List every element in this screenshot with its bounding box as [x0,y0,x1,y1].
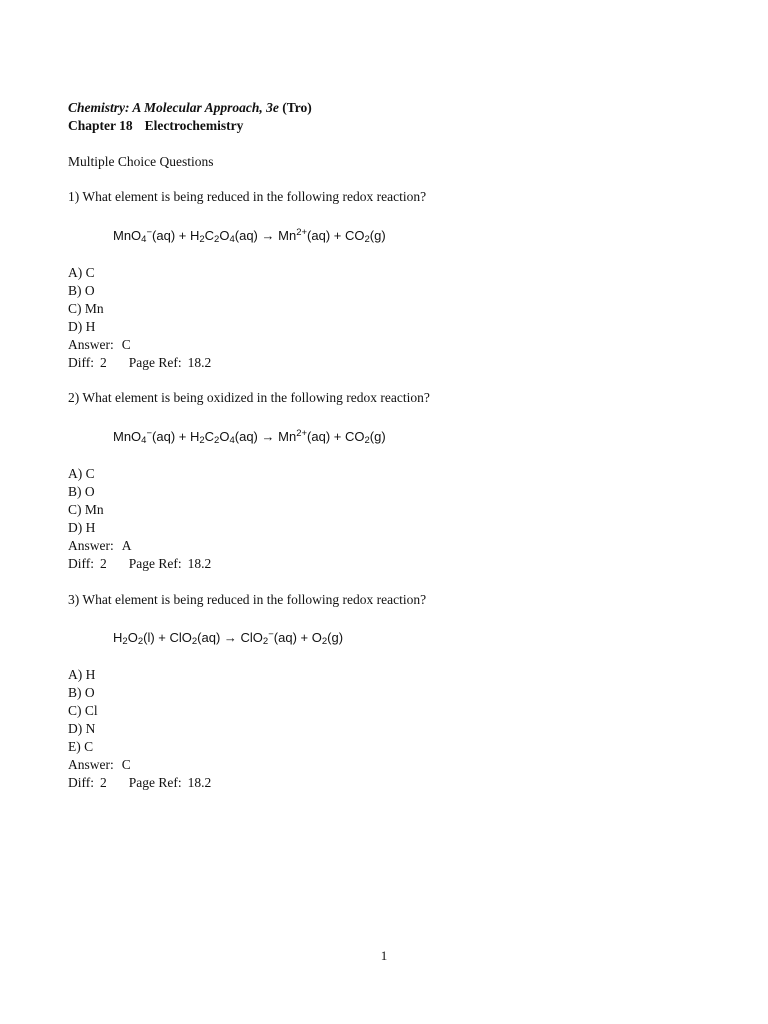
page-ref-value: 18.2 [187,556,212,571]
option-d: D) N [68,721,96,736]
question-2-prompt: 2) What element is being oxidized in the following redox reaction? [68,390,430,405]
option-d: D) H [68,520,96,535]
meta-line: Diff: 2 Page Ref: 18.2 [68,355,212,370]
question-1-prompt: 1) What element is being reduced in the following redox reaction? [68,189,427,204]
book-title-line [68,99,312,116]
answer-line: Answer: C [68,337,131,352]
book-author: (Tro) [282,100,312,115]
reaction-arrow-icon: → [257,429,279,444]
section-title: Multiple Choice Questions [68,154,214,169]
question-3-prompt: 3) What element is being reduced in the following redox reaction? [68,592,427,607]
option-e: E) C [68,739,94,754]
answer-value: C [121,337,131,352]
option-b: B) O [68,484,95,499]
answer-value: C [121,757,131,772]
question-3-equation: $H_2O_2(l) + ClO_2(aq) \to ClO_2^-(aq) + O_2(g)$ [113,629,344,647]
difficulty-value: 2 [100,556,107,571]
option-d: D) H [68,319,96,334]
answer-line: Answer: C [68,757,131,772]
chapter-title: Electrochemistry [144,118,244,133]
page-number: 1 [380,948,388,963]
option-b: B) O [68,283,95,298]
option-a: A) C [68,466,95,481]
option-c: C) Cl [68,703,98,718]
question-2-equation: $MnO_4^-(aq) + H_2C_2O_4(aq) \to Mn^{2+}(aq) + CO_2(g)$ [113,428,386,446]
page-ref-value: 18.2 [187,355,212,370]
difficulty-value: 2 [100,775,107,790]
question-2-options [68,465,211,573]
option-b: B) O [68,685,95,700]
answer-line: Answer: A [68,538,132,553]
chapter-heading [68,117,243,134]
reaction-arrow-icon: → [257,228,279,243]
question-1-options [68,264,211,372]
meta-line: Diff: 2 Page Ref: 18.2 [68,775,212,790]
difficulty-value: 2 [100,355,107,370]
chapter-label: Chapter 18 [68,118,133,133]
option-a: A) H [68,667,96,682]
option-c: C) Mn [68,301,104,316]
option-a: A) C [68,265,95,280]
question-3-options [68,666,211,792]
question-1-equation: $MnO_4^-(aq) + H_2C_2O_4(aq) \to Mn^{2+}(aq) + CO_2(g)$ [113,227,386,245]
page-ref-value: 18.2 [187,775,212,790]
option-c: C) Mn [68,502,104,517]
meta-line: Diff: 2 Page Ref: 18.2 [68,556,212,571]
answer-value: A [121,538,132,553]
book-title: Chemistry: A Molecular Approach, 3e [68,100,279,115]
reaction-arrow-icon: → [220,630,241,645]
